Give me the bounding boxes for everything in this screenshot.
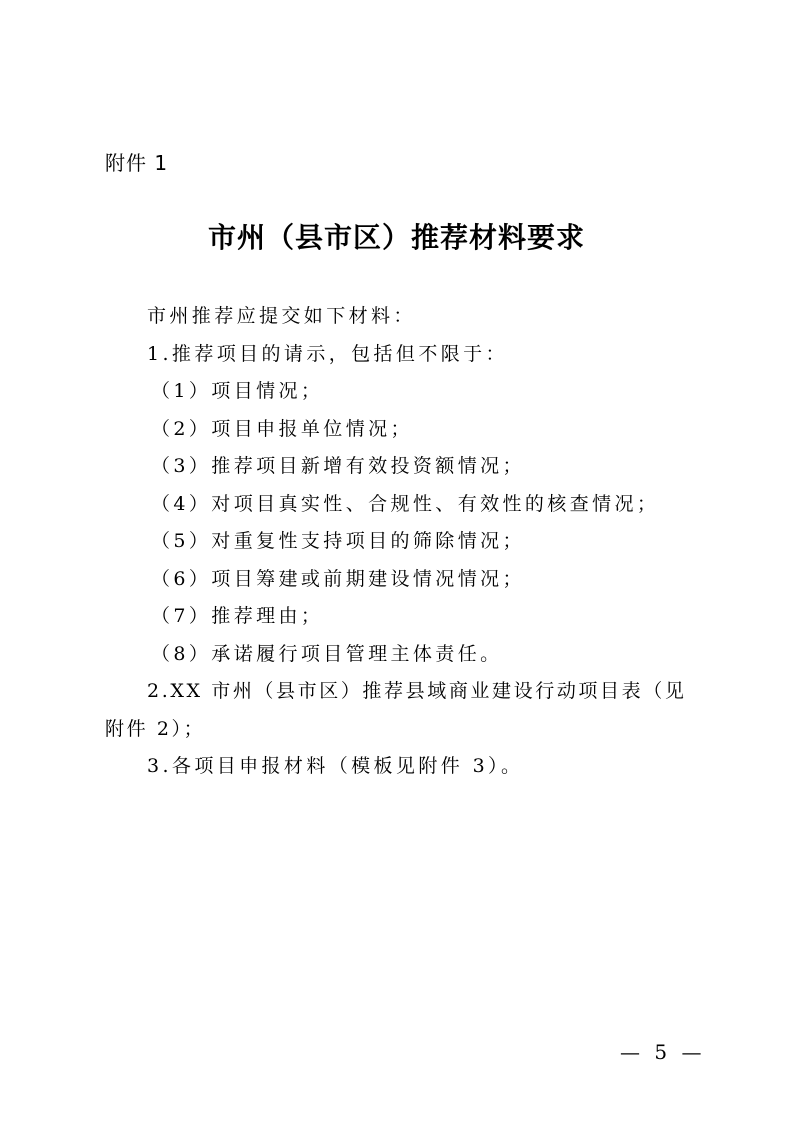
sub-item-2: （2）项目申报单位情况； bbox=[151, 417, 413, 440]
attachment-label: 附件 1 bbox=[105, 151, 169, 175]
sub-item-5: （5）对重复性支持项目的筛除情况； bbox=[151, 530, 525, 552]
sub-item-1: （1）项目情况； bbox=[151, 380, 324, 402]
page-number: — 5 — bbox=[620, 1040, 706, 1064]
document-body bbox=[105, 298, 705, 786]
sub-item-4: （4）对项目真实性、合规性、有效性的核查情况； bbox=[151, 492, 660, 515]
sub-item-8: （8）承诺履行项目管理主体责任。 bbox=[151, 642, 503, 665]
sub-item-6: （6）项目筹建或前期建设情况情况； bbox=[151, 567, 525, 590]
sub-item-7: （7）推荐理由； bbox=[151, 605, 324, 627]
intro-paragraph: 市州推荐应提交如下材料： bbox=[147, 305, 416, 327]
item-2: 2.XX 市州（县市区）推荐县域商业建设行动项目表（见附件 2）； bbox=[105, 680, 687, 740]
sub-item-3: （3）推荐项目新增有效投资额情况； bbox=[151, 455, 525, 477]
item-1: 1.推荐项目的请示，包括但不限于： bbox=[147, 342, 508, 365]
item-3: 3.各项目申报材料（模板见附件 3）。 bbox=[147, 755, 524, 777]
document-title: 市州（县市区）推荐材料要求 bbox=[207, 221, 585, 254]
